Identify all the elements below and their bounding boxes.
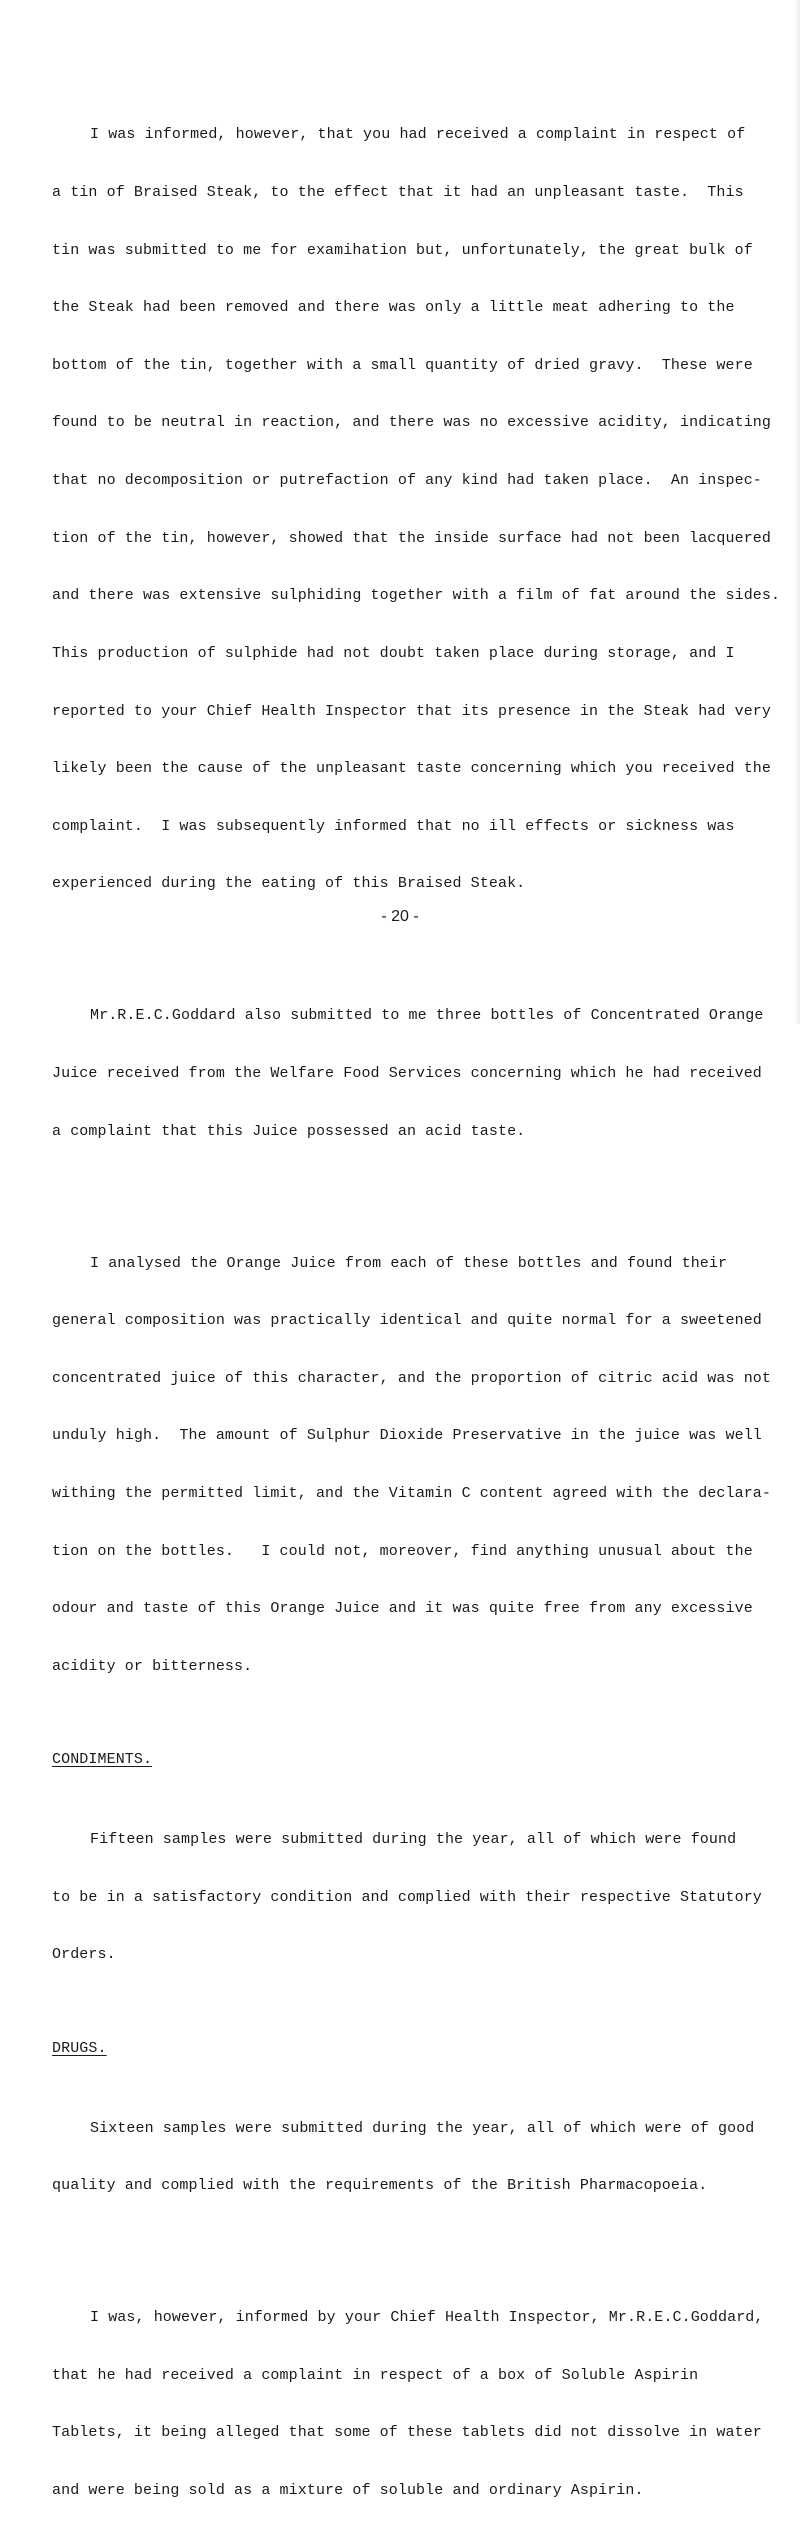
text-line: to be in a satisfactory condition and complied with their respective Statutory: [52, 1888, 762, 1906]
text-line: Fifteen samples were submitted during the year, all of which were found: [90, 1831, 737, 1849]
section-heading-condiments: CONDIMENTS.: [52, 1751, 153, 1769]
text-line: bottom of the tin, together with a small quantity of dried gravy. These were: [52, 356, 753, 374]
text-line: withing the permitted limit, and the Vitamin C content agreed with the declara-: [52, 1485, 772, 1503]
text-line: Tablets, it being alleged that some of these tablets did not dissolve in water: [52, 2424, 762, 2442]
text-line: Juice received from the Welfare Food Services concerning which he had received: [52, 1064, 762, 1082]
text-line: I analysed the Orange Juice from each of these bottles and found their: [90, 1254, 728, 1272]
paragraph-braised-steak: [52, 87, 782, 932]
text-line: This production of sulphide had not doubt taken place during storage, and I: [52, 644, 735, 662]
text-line: reported to your Chief Health Inspector that its presence in the Steak had very: [52, 702, 772, 720]
text-line: Sixteen samples were submitted during the year, all of which were of good: [90, 2119, 755, 2137]
text-line: found to be neutral in reaction, and there was no excessive acidity, indicating: [52, 414, 772, 432]
text-line: general composition was practically identical and quite normal for a sweetened: [52, 1312, 762, 1330]
paragraph-condiments: [52, 1792, 782, 2003]
text-line: likely been the cause of the unpleasant taste concerning which you received the: [52, 760, 772, 778]
text-line: tion of the tin, however, showed that the inside surface had not been lacquered: [52, 529, 772, 547]
text-line: tin was submitted to me for examihation but, unfortunately, the great bulk of: [52, 241, 753, 259]
text-line: and there was extensive sulphiding together with a film of fat around the sides.: [52, 587, 781, 605]
text-line: I was informed, however, that you had received a complaint in respect of: [90, 126, 746, 144]
text-line: the Steak had been removed and there was only a little meat adhering to the: [52, 299, 735, 317]
page-number: - 20 -: [381, 908, 419, 925]
paragraph-aspirin-complaint: [52, 2270, 782, 2539]
text-line: Mr.R.E.C.Goddard also submitted to me three bottles of Concentrated Orange: [90, 1007, 764, 1025]
text-line: unduly high. The amount of Sulphur Dioxide Preservative in the juice was well: [52, 1427, 762, 1445]
text-line: I was, however, informed by your Chief Health Inspector, Mr.R.E.C.Goddard,: [90, 2309, 764, 2327]
text-line: complaint. I was subsequently informed that no ill effects or sickness was: [52, 817, 735, 835]
section-heading-drugs: DRUGS.: [52, 2039, 107, 2057]
text-line: concentrated juice of this character, and the proportion of citric acid was not: [52, 1369, 772, 1387]
text-line: experienced during the eating of this Braised Steak.: [52, 875, 526, 893]
document-body: [52, 87, 782, 2539]
text-line: that he had received a complaint in respect of a box of Soluble Aspirin: [52, 2366, 699, 2384]
paragraph-drugs: [52, 2080, 782, 2234]
text-line: a complaint that this Juice possessed an acid taste.: [52, 1122, 526, 1140]
text-line: tion on the bottles. I could not, moreover, find anything unusual about the: [52, 1542, 753, 1560]
text-line: odour and taste of this Orange Juice and it was quite free from any excessive: [52, 1600, 753, 1618]
text-line: Orders.: [52, 1946, 116, 1964]
text-line: acidity or bitterness.: [52, 1657, 253, 1675]
paragraph-orange-juice-analysis: [52, 1215, 782, 1714]
text-line: a tin of Braised Steak, to the effect that it had an unpleasant taste. This: [52, 184, 744, 202]
page-edge-shadow: [794, 0, 800, 1024]
text-line: quality and complied with the requirements of the British Pharmacopoeia.: [52, 2177, 708, 2195]
paragraph-orange-juice-complaint: [52, 968, 782, 1179]
text-line: and were being sold as a mixture of soluble and ordinary Aspirin.: [52, 2481, 644, 2499]
text-line: that no decomposition or putrefaction of any kind had taken place. An inspec-: [52, 472, 762, 490]
